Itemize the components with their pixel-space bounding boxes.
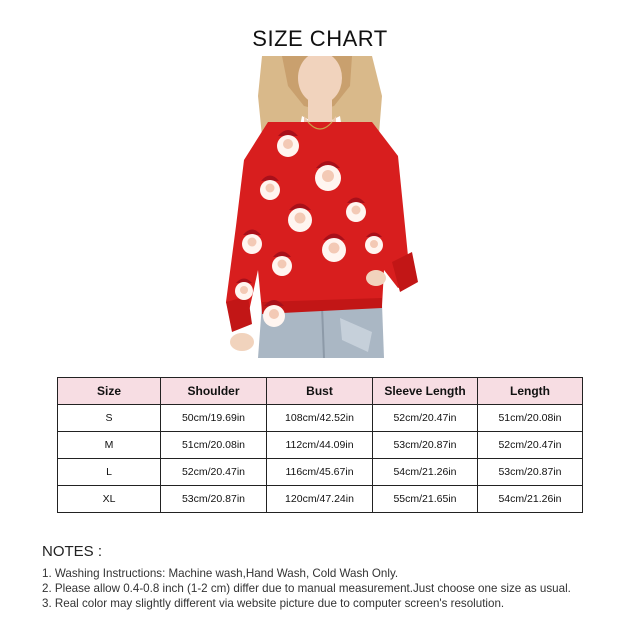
header-bust: Bust <box>267 378 373 405</box>
sweater-model-illustration <box>222 56 418 358</box>
cell-shoulder: 53cm/20.87in <box>161 486 267 513</box>
cell-bust: 112cm/44.09in <box>267 432 373 459</box>
cell-bust: 120cm/47.24in <box>267 486 373 513</box>
header-length: Length <box>478 378 583 405</box>
note-item: 1. Washing Instructions: Machine wash,Hand Wash, Cold Wash Only. <box>42 567 399 580</box>
cell-bust: 108cm/42.52in <box>267 405 373 432</box>
table-row <box>58 432 583 459</box>
cell-sleeve-length: 53cm/20.87in <box>373 432 478 459</box>
cell-shoulder: 50cm/19.69in <box>161 405 267 432</box>
table-row <box>58 486 583 513</box>
cell-shoulder: 52cm/20.47in <box>161 459 267 486</box>
product-photo <box>222 56 418 358</box>
cell-sleeve-length: 52cm/20.47in <box>373 405 478 432</box>
table-row <box>58 405 583 432</box>
cell-size: S <box>58 405 161 432</box>
table-row <box>58 459 583 486</box>
cell-sleeve-length: 54cm/21.26in <box>373 459 478 486</box>
size-chart-table <box>57 377 583 513</box>
cell-length: 54cm/21.26in <box>478 486 583 513</box>
page-title: SIZE CHART <box>252 26 388 51</box>
cell-size: L <box>58 459 161 486</box>
cell-length: 51cm/20.08in <box>478 405 583 432</box>
header-size: Size <box>58 378 161 405</box>
cell-bust: 116cm/45.67in <box>267 459 373 486</box>
cell-shoulder: 51cm/20.08in <box>161 432 267 459</box>
cell-sleeve-length: 55cm/21.65in <box>373 486 478 513</box>
notes-section <box>42 543 622 611</box>
header-sleeve-length: Sleeve Length <box>373 378 478 405</box>
note-item: 3. Real color may slightly different via website picture due to computer screen's resolution. <box>42 597 505 610</box>
cell-size: XL <box>58 486 161 513</box>
note-item: 2. Please allow 0.4-0.8 inch (1-2 cm) differ due to manual measurement.Just choose one size as usual. <box>42 582 571 595</box>
table-header-row <box>58 378 583 405</box>
header-shoulder: Shoulder <box>161 378 267 405</box>
notes-title: NOTES : <box>42 543 103 560</box>
cell-size: M <box>58 432 161 459</box>
cell-length: 53cm/20.87in <box>478 459 583 486</box>
cell-length: 52cm/20.47in <box>478 432 583 459</box>
